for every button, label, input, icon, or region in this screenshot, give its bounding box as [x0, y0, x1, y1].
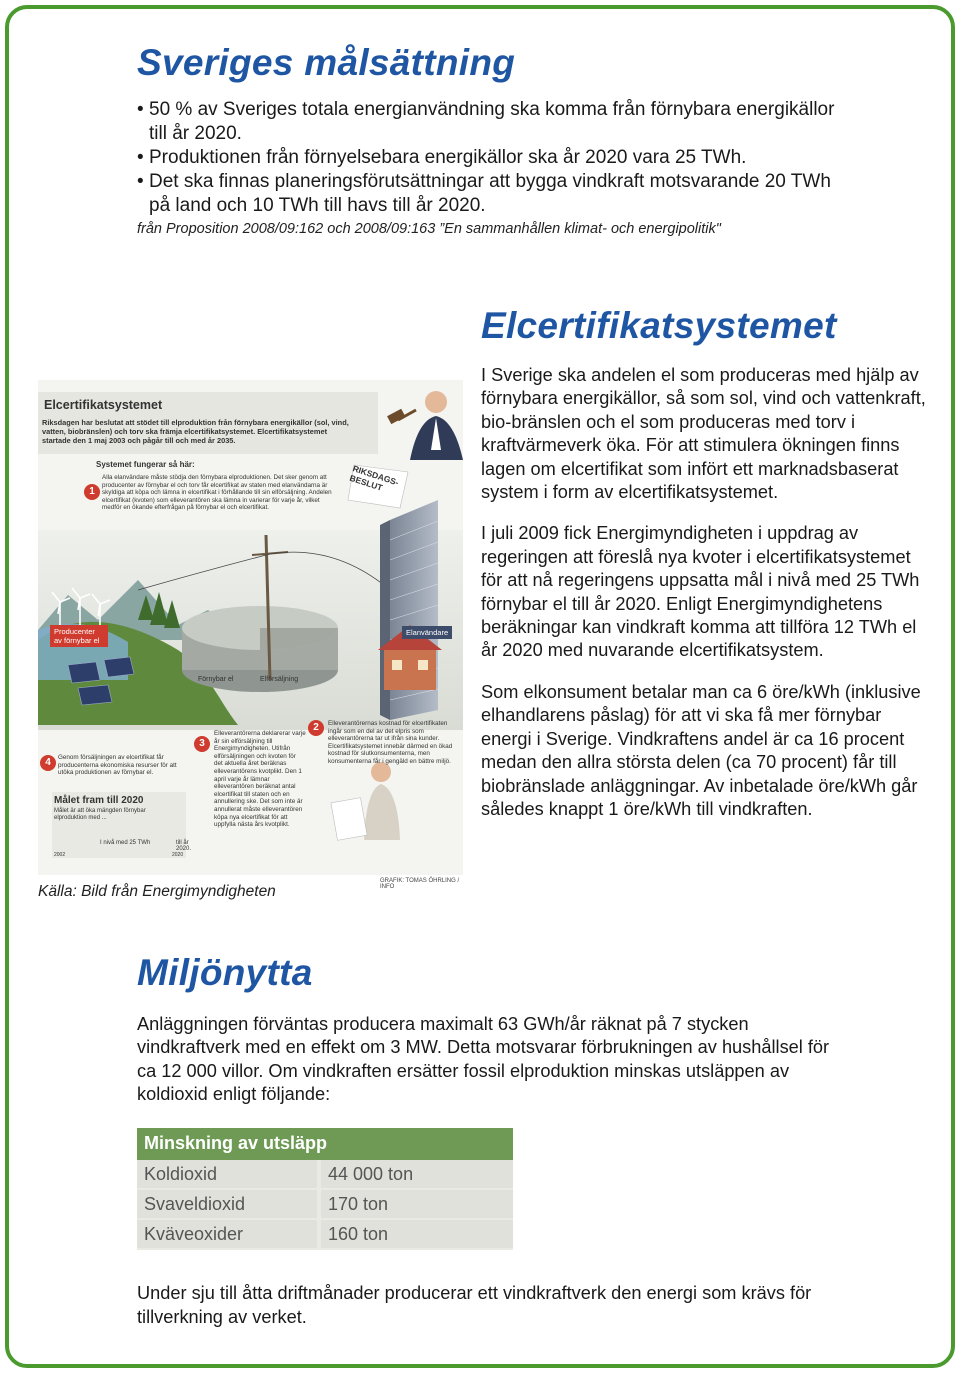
step-3-text: Elleverantörerna deklarerar varje år sin elförsäljning till Energimyndigheten. Utifrån elförsäljningen och kvoten för det aktuella året beräknas elleverantörens kvotplikt. Den 1 april varje år lämnar elleverantören beräknat antal elcertifikat till staten och en annullering ske. Det som inte är annullerat måste elleverantören köpa nya elcertifikat för att uppfylla nästa års kvotplikt. [214, 730, 306, 829]
goal-item: • 50 % av Sveriges totala energianvändning ska komma från förnybara energikällor till år 2020. [137, 98, 857, 146]
goal-end: till år 2020. [176, 840, 192, 852]
infographic-subtitle: Systemet fungerar så här: [96, 460, 195, 469]
step-2-text: Elleverantörernas kostnad för elcertifikaten ingår som en del av det elpris som elleverantörerna tar ut ifrån sina kunder. Elcertifikatsystemet innebär därmed en ökad kostnad för slutkonsumenterna, men konsumenterna får i gengäld en bättre miljö. [328, 720, 453, 765]
goal-end-year: 2020 [172, 852, 184, 858]
table-row [137, 1160, 513, 1188]
paragraph: I juli 2009 fick Energimyndigheten i uppdrag av regeringen att föreslå nya kvoter i elcertifikatsystemet för att nå regeringens uppsatta mål i nivå med 25 TWh förnybar el till år 2020. Enligt Energimyndighetens beräkningar kan vindkraft komma att tillföra 12 TWh el år 2020 med nuvarande elcertifikatsystem. [481, 523, 920, 661]
gas-cell: Kväveoxider [137, 1220, 317, 1248]
goal-item: • Produktionen från förnyelsebara energikällor ska år 2020 vara 25 TWh. [137, 146, 857, 170]
heading-elcertifikatsystemet: Elcertifikatsystemet [481, 305, 837, 346]
graphic-credit: GRAFIK: TOMAS ÖHRLING / INFO [380, 878, 460, 890]
miljonytta-text: Anläggningen förväntas producera maximalt 63 GWh/år räknat på 7 stycken vindkraftverk med en effekt om 3 MW. Detta motsvarar förbrukningen av hushållsel för ca 12 000 villor. Om vindkraften ersätter fossil elproduktion minskas utsläppen av koldioxid enligt följande: [137, 1014, 830, 1105]
goal-title: Målet fram till 2020 [54, 795, 144, 806]
renewable-label: Förnybar el [198, 676, 234, 683]
paragraph: I Sverige ska andelen el som produceras med hjälp av förnybara energikällor, så som sol, vind och vattenkraft, bio-bränslen och el som produceras med torv i kraftvärmeverk öka. För att stimulera ökningen finns lagen om elcertifikat som infört ett marknadsbaserat system i form av elcertifikatsystemet. [481, 365, 926, 503]
goals-list [137, 98, 857, 218]
paragraph: Som elkonsument betalar man ca 6 öre/kWh (inklusive elhandlarens påslag) för att vi ska få mer förnybar energi i Sverige. Vindkraftens andel är ca 16 procent medan den allra största delen (ca 70 procent) får till biobränslade anläggningar. Av inbetalade öre/kWh går således knappt 1 öre/kWh till vindkraften. [481, 681, 921, 819]
heading-miljonytta: Miljönytta [137, 952, 313, 993]
sales-label: Elförsäljning [260, 676, 299, 683]
emissions-table [137, 1128, 513, 1250]
step-4-text: Genom försäljningen av elcertifikat får producenterna ekonomiska resurser för att utöka produktionen av förnybar el. [58, 754, 177, 777]
step-badge-3: 3 [194, 736, 210, 752]
amount-cell: 44 000 ton [321, 1160, 513, 1188]
user-label: Elanvändare [402, 626, 452, 639]
infographic-intro: Riksdagen har beslutat att stödet till elproduktion från förnybara energikällor (sol, vind, vatten, biobränslen) och torv ska främja elcertifikatsystemet. Elcertifikatsystemet startade den 1 maj 2003 och pågår till och med år 2035. [42, 418, 349, 445]
emissions-table-header: Minskning av utsläpp [137, 1128, 513, 1160]
riksdagsbeslut-stamp: RIKSDAGS-BESLUT [348, 463, 400, 493]
elcertifikat-text [481, 364, 926, 839]
closing-text: Under sju till åtta driftmånader producerar ett vindkraftverk den energi som krävs för tillverkning av verket. [137, 1283, 812, 1327]
gas-cell: Svaveldioxid [137, 1190, 317, 1218]
amount-cell: 160 ton [321, 1220, 513, 1248]
house-wall [384, 650, 436, 690]
consumer-figure [331, 762, 400, 840]
goal-box [52, 792, 192, 858]
amount-cell: 170 ton [321, 1190, 513, 1218]
source-note: från Proposition 2008/09:162 och 2008/09:163 ”En sammanhållen klimat- och energipolitik" [137, 221, 721, 237]
goal-subtitle: Målet är att öka mängden förnybar elproduktion med ... [54, 808, 146, 821]
producer-label: Producenter av förnybar el [50, 625, 108, 647]
step-badge-4: 4 [40, 755, 56, 771]
heading-sveriges-malsattning: Sveriges målsättning [137, 42, 516, 83]
table-row [137, 1190, 513, 1218]
goal-note: I nivå med 25 TWh [100, 840, 151, 846]
goal-item: • Det ska finnas planeringsförutsättningar att bygga vindkraft motsvarande 20 TWh på land och 10 TWh till havs till år 2020. [137, 170, 857, 218]
infographic-title: Elcertifikatsystemet [44, 398, 163, 412]
table-row [137, 1220, 513, 1248]
elcertifikat-infographic [38, 380, 463, 890]
step-1-text: Alla elanvändare måste stödja den förnybara elproduktionen. Det sker genom att producenter av förnybar el och torv får elcertifikat av staten med elanvändarna är skyldiga att köpa och lämna in elcertifikat i förhållande till sin elförsäljning. Andelen elcertifikat (kvoten) som elleverantören ska lämna in varierar för varje år, vilket medför en ökande efterfrågan på förnybar el och elcertifikat. [102, 474, 332, 512]
step-badge-1: 1 [84, 484, 100, 500]
step-badge-2: 2 [308, 720, 324, 736]
image-caption: Källa: Bild från Energimyndigheten [38, 883, 276, 900]
goal-start-year: 2002 [54, 852, 66, 858]
gas-cell: Koldioxid [137, 1160, 317, 1188]
judge-figure [387, 391, 463, 460]
